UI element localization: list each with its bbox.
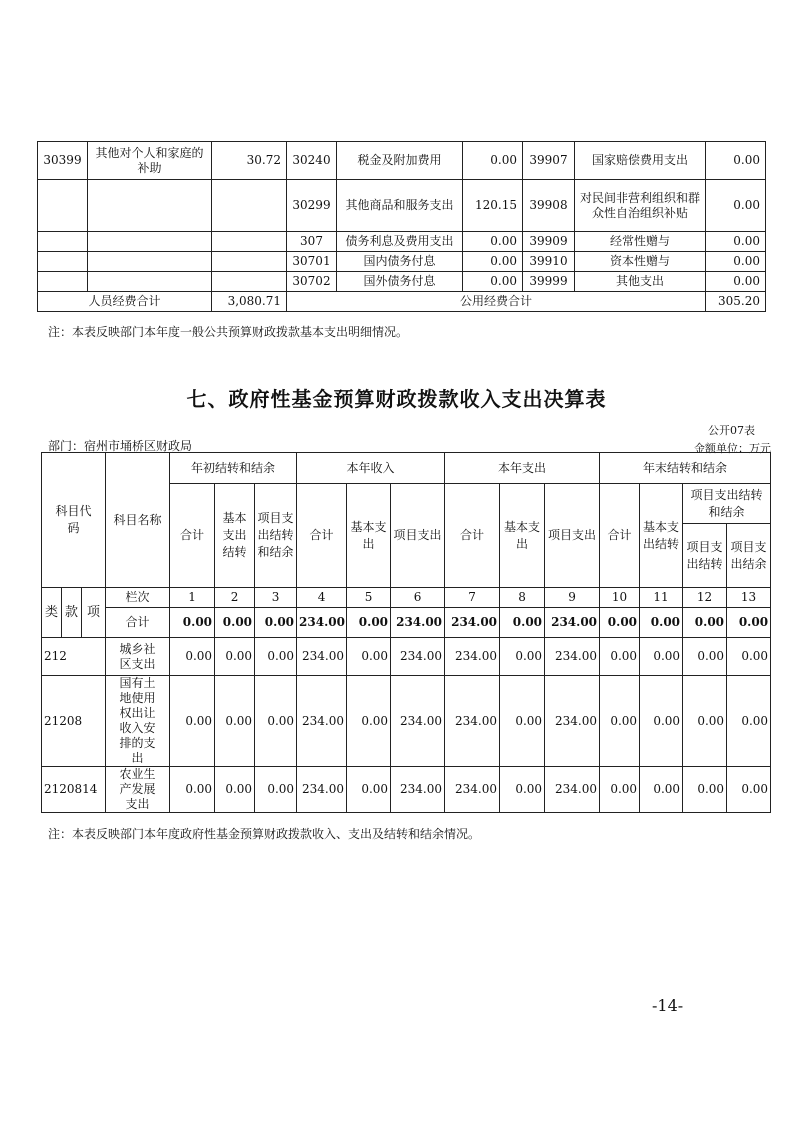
amount-cell: 0.00 [170,638,215,676]
amount-cell: 0.00 [255,676,297,767]
col-num: 3 [255,588,297,608]
table1-cell: 307 [287,232,337,252]
end-project-carry-header: 项目支出结转 [683,524,727,588]
table1-cell [88,252,212,272]
end-project-balance-header: 项目支出结余 [727,524,771,588]
table1-cell: 国家赔偿费用支出 [575,142,706,180]
form-code: 公开07表 [708,424,755,437]
amount-cell: 234.00 [391,676,445,767]
end-project-group-header: 项目支出结转和结余 [683,484,771,524]
end-total-header: 合计 [600,484,640,588]
table1-cell [38,180,88,232]
amount-cell: 234.00 [297,638,347,676]
table1-cell: 0.00 [706,142,766,180]
header-row-1 [42,453,771,484]
amount-cell: 234.00 [545,676,600,767]
col-num: 5 [347,588,391,608]
amount-cell: 0.00 [683,767,727,813]
subject-code: 212 [42,638,106,676]
amount-cell: 234.00 [445,676,500,767]
table1-cell [212,232,287,252]
total-value: 234.00 [297,608,347,638]
amount-cell: 0.00 [600,767,640,813]
subject-code: 2120814 [42,767,106,813]
amount-cell: 0.00 [727,767,771,813]
expense-basic-header: 基本支出 [500,484,545,588]
amount-cell: 0.00 [255,638,297,676]
col-num: 12 [683,588,727,608]
amount-cell: 0.00 [640,638,683,676]
total-value: 0.00 [255,608,297,638]
subject-name: 农业生产发展支出 [106,767,170,813]
section-title: 七、政府性基金预算财政拨款收入支出决算表 [186,387,607,411]
col-num: 7 [445,588,500,608]
table1-cell: 其他支出 [575,272,706,292]
table1-note: 注：本表反映部门本年度一般公共预算财政拨款基本支出明细情况。 [48,325,409,339]
amount-cell: 234.00 [297,676,347,767]
table1-cell: 0.00 [706,252,766,272]
table1-cell: 其他对个人和家庭的补助 [88,142,212,180]
fund-table-row [42,638,771,676]
table1-cell: 0.00 [463,272,523,292]
amount-cell: 0.00 [727,676,771,767]
amount-cell: 0.00 [255,767,297,813]
table1-cell: 国外债务付息 [337,272,463,292]
expense-total-header: 合计 [445,484,500,588]
begin-balance-group-header: 年初结转和结余 [170,453,297,484]
table1-cell: 30299 [287,180,337,232]
subject-name-header: 科目名称 [106,453,170,588]
expense-group-header: 本年支出 [445,453,600,484]
amount-cell: 0.00 [600,638,640,676]
table1-cell: 39908 [523,180,575,232]
amount-cell: 0.00 [727,638,771,676]
subject-name: 国有土地使用权出让收入安排的支出 [106,676,170,767]
col-num: 4 [297,588,347,608]
table1-cell: 30399 [38,142,88,180]
table1-cell: 39999 [523,272,575,292]
income-group-header: 本年收入 [297,453,445,484]
table1-cell [212,252,287,272]
table1-cell: 39910 [523,252,575,272]
amount-cell: 0.00 [170,767,215,813]
total-value: 0.00 [347,608,391,638]
table1-cell: 其他商品和服务支出 [337,180,463,232]
lei-label: 类 [42,588,62,638]
table1-total-row [38,292,766,312]
table1-cell [38,252,88,272]
begin-basic-carry-header: 基本支出结转 [215,484,255,588]
amount-cell: 234.00 [445,638,500,676]
table1-cell: 0.00 [463,142,523,180]
personnel-total-value: 3,080.71 [212,292,287,312]
table1-cell: 经常性赠与 [575,232,706,252]
col-num: 1 [170,588,215,608]
table1-cell [88,180,212,232]
total-value: 234.00 [391,608,445,638]
subject-code-header: 科目代码 [42,453,106,588]
table1-cell [38,272,88,292]
fund-table-row [42,676,771,767]
total-value: 0.00 [683,608,727,638]
total-value: 0.00 [500,608,545,638]
end-balance-group-header: 年末结转和结余 [600,453,771,484]
public-total-label: 公用经费合计 [287,292,706,312]
amount-cell: 234.00 [545,767,600,813]
amount-cell: 0.00 [683,676,727,767]
department-label: 部门：宿州市埇桥区财政局 [48,439,193,453]
col-num: 13 [727,588,771,608]
income-basic-header: 基本支出 [347,484,391,588]
table1-cell [38,232,88,252]
total-value: 0.00 [170,608,215,638]
table1-cell: 30240 [287,142,337,180]
table1-cell: 0.00 [463,232,523,252]
fund-table-row [42,767,771,813]
col-num: 9 [545,588,600,608]
personnel-total-label: 人员经费合计 [38,292,212,312]
table1-row [38,252,766,272]
public-total-value: 305.20 [706,292,766,312]
income-project-header: 项目支出 [391,484,445,588]
table1-row [38,232,766,252]
table1-cell: 0.00 [706,180,766,232]
amount-cell: 0.00 [215,767,255,813]
amount-cell: 234.00 [445,767,500,813]
amount-cell: 0.00 [500,767,545,813]
table1-cell: 30.72 [212,142,287,180]
income-total-header: 合计 [297,484,347,588]
lanci-label: 栏次 [106,588,170,608]
table1-cell: 39909 [523,232,575,252]
total-value: 0.00 [727,608,771,638]
col-num: 8 [500,588,545,608]
amount-cell: 0.00 [347,767,391,813]
kuan-label: 款 [62,588,82,638]
amount-cell: 0.00 [600,676,640,767]
end-basic-carry-header: 基本支出结转 [640,484,683,588]
amount-cell: 0.00 [683,638,727,676]
total-row [42,608,771,638]
amount-cell: 234.00 [297,767,347,813]
amount-cell: 0.00 [215,638,255,676]
col-num: 11 [640,588,683,608]
amount-cell: 0.00 [640,676,683,767]
amount-cell: 234.00 [391,767,445,813]
table1-cell: 国内债务付息 [337,252,463,272]
total-value: 0.00 [600,608,640,638]
table1-cell: 0.00 [463,252,523,272]
table1-row [38,180,766,232]
amount-cell: 0.00 [170,676,215,767]
page-number: -14- [652,996,684,1015]
xiang-label: 项 [82,588,106,638]
amount-cell: 0.00 [347,638,391,676]
table1-cell: 39907 [523,142,575,180]
table1-cell: 0.00 [706,272,766,292]
basic-expenditure-detail-table [37,141,766,312]
table1-cell: 30701 [287,252,337,272]
amount-cell: 0.00 [347,676,391,767]
table1-cell [212,272,287,292]
column-number-row [42,588,771,608]
table1-cell: 30702 [287,272,337,292]
table1-cell [88,232,212,252]
amount-cell: 0.00 [640,767,683,813]
expense-project-header: 项目支出 [545,484,600,588]
table1-cell: 对民间非营利组织和群众性自治组织补贴 [575,180,706,232]
amount-cell: 0.00 [500,638,545,676]
begin-total-header: 合计 [170,484,215,588]
total-value: 0.00 [215,608,255,638]
table1-cell: 债务利息及费用支出 [337,232,463,252]
table1-row [38,142,766,180]
subject-code: 21208 [42,676,106,767]
government-fund-table [41,452,771,813]
table1-cell: 120.15 [463,180,523,232]
table2-note: 注：本表反映部门本年度政府性基金预算财政拨款收入、支出及结转和结余情况。 [48,827,481,841]
begin-project-carry-balance-header: 项目支出结转和结余 [255,484,297,588]
table1-cell: 税金及附加费用 [337,142,463,180]
amount-cell: 0.00 [500,676,545,767]
amount-cell: 0.00 [215,676,255,767]
subject-name: 城乡社区支出 [106,638,170,676]
total-value: 0.00 [640,608,683,638]
table1-cell [212,180,287,232]
total-value: 234.00 [545,608,600,638]
total-label: 合计 [106,608,170,638]
amount-cell: 234.00 [391,638,445,676]
col-num: 6 [391,588,445,608]
table1-cell: 0.00 [706,232,766,252]
col-num: 10 [600,588,640,608]
table1-cell [88,272,212,292]
table1-row [38,272,766,292]
unit-label: 金额单位：万元 [694,442,771,455]
table1-cell: 资本性赠与 [575,252,706,272]
total-value: 234.00 [445,608,500,638]
amount-cell: 234.00 [545,638,600,676]
col-num: 2 [215,588,255,608]
